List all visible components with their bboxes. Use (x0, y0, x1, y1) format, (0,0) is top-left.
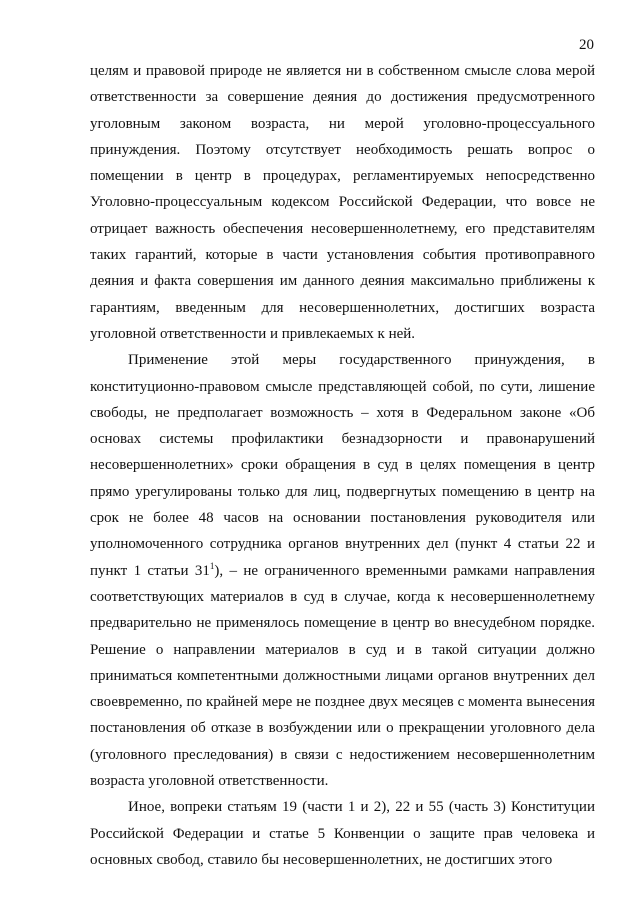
page-number: 20 (579, 37, 594, 53)
paragraph-2 (90, 347, 595, 794)
paragraph-3-text: Иное, вопреки статьям 19 (части 1 и 2), 22 и 55 (часть 3) Конституции Российской Федерации и статье 5 Конвенции о защите прав человека и основных свобод, ставило бы несовершеннолетних, не достигших этого (90, 799, 595, 868)
paragraph-3 (90, 794, 595, 873)
paragraph-2-text-start: Применение этой меры государственного принуждения, в конституционно-правовом смысле представляющей собой, по сути, лишение свободы, не предполагает возможность – хотя в Федеральном законе «Об основах системы профилактики безнадзорности и правонарушений несовершеннолетних» сроки обращения в суд в целях помещения в центр прямо урегулированы только для лиц, подвергнутых помещению в центр на срок не более 48 часов на основании постановления руководителя или уполномоченного сотрудника органов внутренних дел (пункт 4 статьи 22 и пункт 1 статьи 31 (90, 352, 595, 579)
paragraph-1-text: целям и правовой природе не является ни в собственном смысле слова мерой ответственности за совершение деяния до достижения предусмотренного уголовным законом возраста, ни мерой уголовно-процессуального принуждения. Поэтому отсутствует необходимость решать вопрос о помещении в центр в процедурах, регламентируемых непосредственно Уголовно-процессуальным кодексом Российской Федерации, что вовсе не отрицает важность обеспечения несовершеннолетнему, его представителям таких гарантий, которые в части установления события противоправного деяния и факта совершения им данного деяния максимально приближены к гарантиям, введенным для несовершеннолетних, достигших возраста уголовной ответственности и привлекаемых к ней. (90, 63, 595, 342)
paragraph-2-text-end: ), – не ограниченного временными рамками направления соответствующих материалов в суд в случае, когда к несовершеннолетнему предварительно не применялось помещение в центр во внесудебном порядке. Решение о направлении материалов в суд и в такой ситуации должно приниматься компетентными должностными лицами органов внутренних дел своевременно, по крайней мере не позднее двух месяцев с момента вынесения постановления об отказе в возбуждении или о прекращении уголовного дела (уголовного преследования) в связи с недостижением несовершеннолетним возраста уголовной ответственности. (90, 562, 595, 790)
document-body (90, 58, 595, 873)
footnote-superscript: 1 (209, 560, 215, 571)
paragraph-1 (90, 58, 595, 347)
